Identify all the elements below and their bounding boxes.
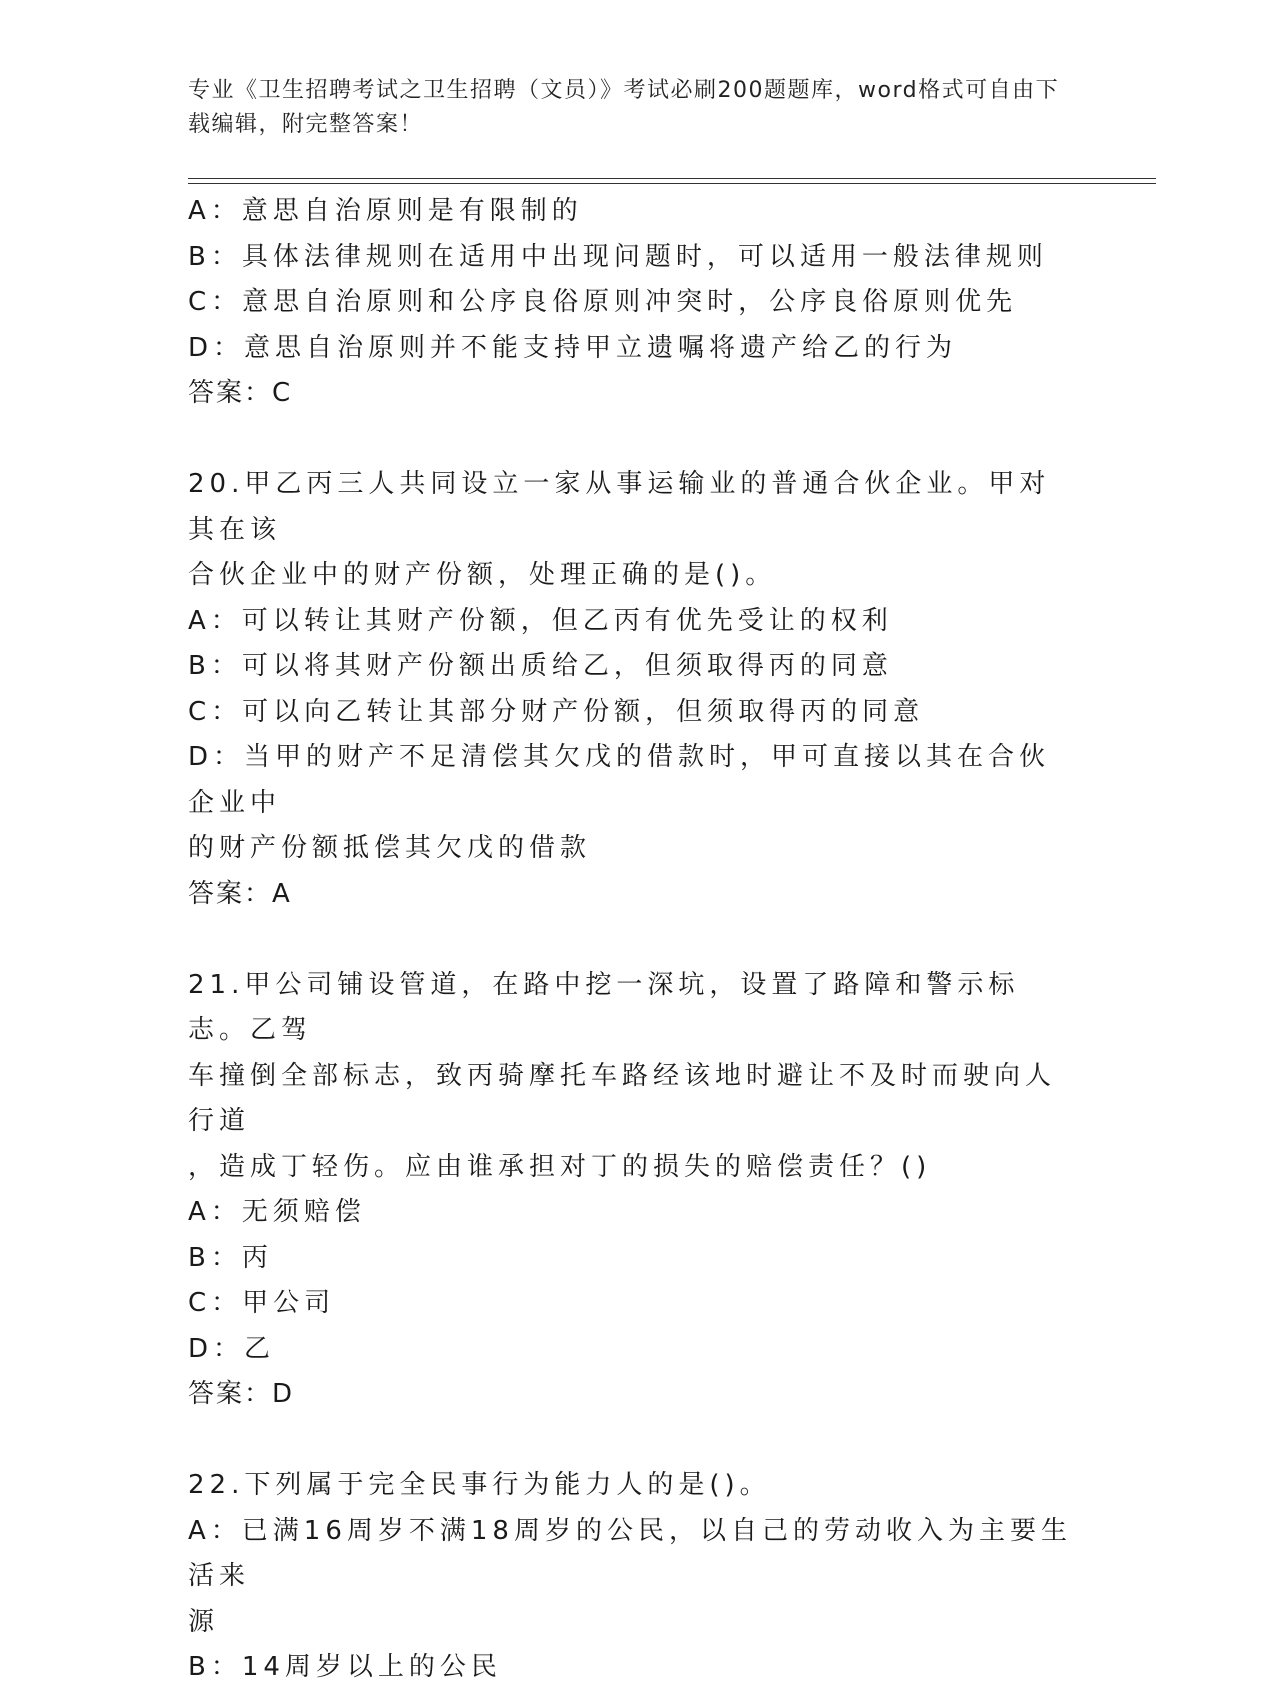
option-line: B：可以将其财产份额出质给乙，但须取得丙的同意 bbox=[188, 651, 893, 681]
option-line: C：意思自治原则和公序良俗原则冲突时，公序良俗原则优先 bbox=[188, 287, 1018, 317]
option-line: 源 bbox=[188, 1606, 220, 1637]
question-stem-line: 21.甲公司铺设管道，在路中挖一深坑，设置了路障和警示标志。乙驾 bbox=[188, 969, 1020, 1045]
option-line: A：无须赔偿 bbox=[188, 1197, 366, 1227]
question-stem-line: 车撞倒全部标志，致丙骑摩托车路经该地时避让不及时而驶向人行道 bbox=[188, 1060, 1057, 1136]
question-block-21 bbox=[188, 963, 1078, 1418]
question-spacer bbox=[188, 417, 1078, 463]
option-line: B：14周岁以上的公民 bbox=[188, 1652, 502, 1682]
option-line: 的财产份额抵偿其欠戊的借款 bbox=[188, 833, 592, 863]
question-stem-line: 20.甲乙丙三人共同设立一家从事运输业的普通合伙企业。甲对其在该 bbox=[188, 469, 1051, 545]
option-line: C：甲公司 bbox=[188, 1288, 336, 1318]
question-stem-line: 合伙企业中的财产份额，处理正确的是()。 bbox=[188, 560, 777, 590]
option-line: A：可以转让其财产份额，但乙丙有优先受让的权利 bbox=[188, 605, 893, 636]
option-line: A：意思自治原则是有限制的 bbox=[188, 196, 583, 226]
option-line: D：当甲的财产不足清偿其欠戊的借款时，甲可直接以其在合伙企业中 bbox=[188, 742, 1051, 818]
option-line: B：丙 bbox=[188, 1242, 273, 1273]
option-line: D：乙 bbox=[188, 1333, 276, 1364]
header-divider-top bbox=[188, 178, 1156, 179]
question-spacer bbox=[188, 917, 1078, 963]
question-block-prev bbox=[188, 189, 1078, 417]
question-block-22 bbox=[188, 1463, 1078, 1691]
question-stem-line: ，造成丁轻伤。应由谁承担对丁的损失的赔偿责任？() bbox=[188, 1151, 932, 1182]
option-line: C：可以向乙转让其部分财产份额，但须取得丙的同意 bbox=[188, 696, 925, 727]
question-stem-line: 22.下列属于完全民事行为能力人的是()。 bbox=[188, 1470, 771, 1500]
header-divider-bottom bbox=[188, 183, 1156, 184]
option-line: B：具体法律规则在适用中出现问题时，可以适用一般法律规则 bbox=[188, 241, 1048, 272]
answer-line: 答案：C bbox=[188, 378, 293, 408]
question-spacer bbox=[188, 1418, 1078, 1464]
question-content bbox=[188, 189, 1078, 1691]
option-line: D：意思自治原则并不能支持甲立遗嘱将遗产给乙的行为 bbox=[188, 332, 958, 363]
document-header: 专业《卫生招聘考试之卫生招聘（文员）》考试必刷200题题库，word格式可自由下载编辑，附完整答案！ bbox=[188, 78, 1060, 137]
answer-line: 答案：D bbox=[188, 1379, 295, 1409]
option-line: A：已满16周岁不满18周岁的公民，以自己的劳动收入为主要生活来 bbox=[188, 1515, 1072, 1591]
question-block-20 bbox=[188, 462, 1078, 917]
answer-line: 答案：A bbox=[188, 878, 292, 909]
